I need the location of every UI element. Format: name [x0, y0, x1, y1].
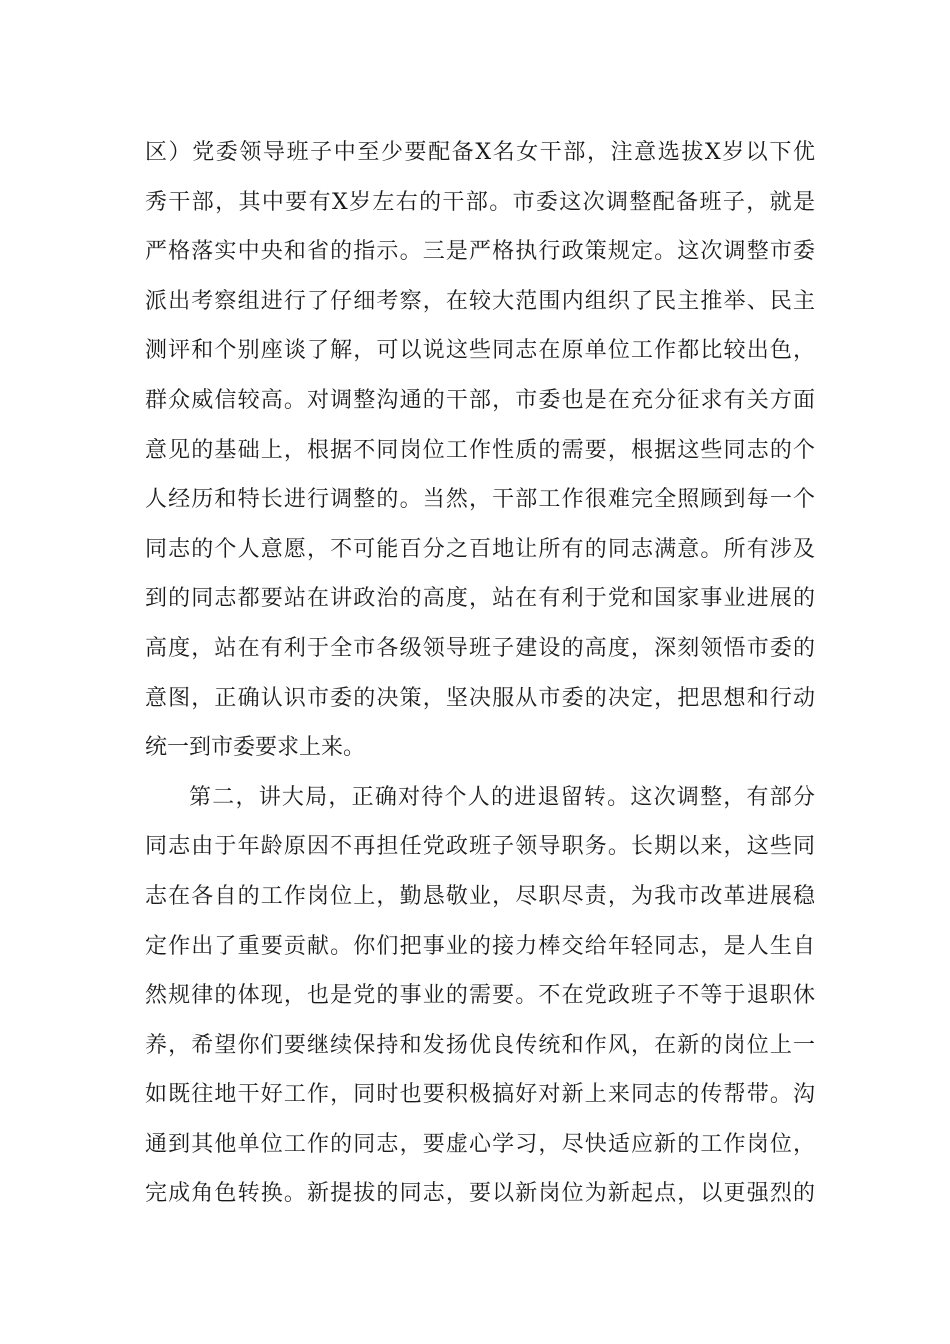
text-line: 定作出了重要贡献。你们把事业的接力棒交给年轻同志，是人生自	[145, 933, 815, 959]
text-line: 第二，讲大局，正确对待个人的进退留转。这次调整，有部分	[189, 784, 815, 810]
body-text	[145, 128, 815, 1219]
text-line: 群众威信较高。对调整沟通的干部，市委也是在充分征求有关方面	[145, 387, 815, 413]
text-line: 统一到市委要求上来。	[145, 735, 366, 761]
text-line: 然规律的体现，也是党的事业的需要。不在党政班子不等于退职休	[145, 983, 815, 1009]
text-line: 养，希望你们要继续保持和发扬优良传统和作风，在新的岗位上一	[145, 1032, 815, 1058]
text-line: 到的同志都要站在讲政治的高度，站在有利于党和国家事业进展的	[145, 586, 815, 612]
text-line: 秀干部，其中要有X岁左右的干部。市委这次调整配备班子，就是	[145, 189, 815, 215]
text-line: 同志的个人意愿，不可能百分之百地让所有的同志满意。所有涉及	[145, 536, 815, 562]
text-line: 严格落实中央和省的指示。三是严格执行政策规定。这次调整市委	[145, 239, 815, 265]
text-line: 测评和个别座谈了解，可以说这些同志在原单位工作都比较出色，	[145, 338, 815, 364]
text-line: 如既往地干好工作，同时也要积极搞好对新上来同志的传帮带。沟	[145, 1082, 815, 1108]
text-line: 高度，站在有利于全市各级领导班子建设的高度，深刻领悟市委的	[145, 635, 815, 661]
text-line: 人经历和特长进行调整的。当然，干部工作很难完全照顾到每一个	[145, 487, 815, 513]
text-line: 意图，正确认识市委的决策，坚决服从市委的决定，把思想和行动	[145, 685, 815, 711]
text-line: 通到其他单位工作的同志，要虚心学习，尽快适应新的工作岗位，	[145, 1131, 815, 1157]
text-line: 志在各自的工作岗位上，勤恳敬业，尽职尽责，为我市改革进展稳	[145, 883, 815, 909]
text-line: 同志由于年龄原因不再担任党政班子领导职务。长期以来，这些同	[145, 834, 815, 860]
text-line: 完成角色转换。新提拔的同志，要以新岗位为新起点，以更强烈的	[145, 1181, 815, 1207]
text-line: 意见的基础上，根据不同岗位工作性质的需要，根据这些同志的个	[145, 437, 815, 463]
text-line: 区）党委领导班子中至少要配备X名女干部，注意选拔X岁以下优	[145, 140, 815, 165]
text-line: 派出考察组进行了仔细考察，在较大范围内组织了民主推举、民主	[145, 288, 815, 314]
